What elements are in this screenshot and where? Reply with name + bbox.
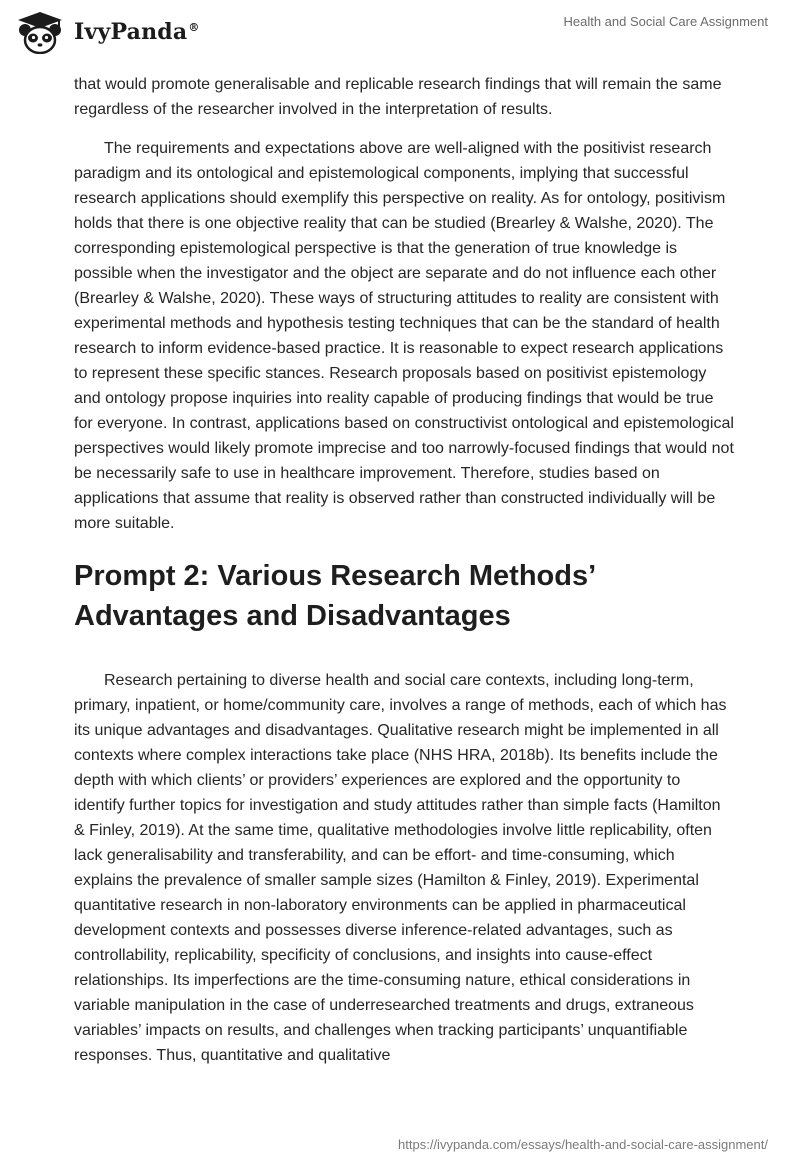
document-title: Health and Social Care Assignment <box>563 14 768 29</box>
paragraph-continuation: that would promote generalisable and replicable research findings that will remain the same regardless of the researcher involved in the interpretation of results. <box>74 76 722 118</box>
section-heading: Prompt 2: Various Research Methods’ Advantages and Disadvantages <box>74 560 595 632</box>
essay-content <box>74 72 734 1082</box>
paragraph-paradigm: The requirements and expectations above are well-aligned with the positivist research paradigm and its ontological and epistemological components, implying that successful research applications should exemplify this perspective on reality. As for ontology, positivism holds that there is one objective reality that can be studied (Brearley & Walshe, 2020). The corresponding epistemological perspective is that the generation of true knowledge is possible when the investigator and the object are separate and do not influence each other (Brearley & Walshe, 2020). These ways of structuring attitudes to reality are consistent with experimental methods and hypothesis testing techniques that can be the standard of health research to inform evidence-based practice. It is reasonable to expect research applications to represent these specific stances. Research proposals based on positivist epistemology and ontology propose inquiries into reality capable of producing findings that would be true for everyone. In contrast, applications based on constructivist ontological and epistemological perspectives would likely promote imprecise and too narrowly-focused findings that would not be necessarily safe to use in healthcare improvement. Therefore, studies based on applications that assume that reality is observed rather than constructed individually will be more suitable. <box>74 140 734 532</box>
paragraph-research-methods: Research pertaining to diverse health and social care contexts, including long-term, primary, inpatient, or home/community care, involves a range of methods, each of which has its unique advantages and disadvantages. Qualitative research might be implemented in all contexts where complex interactions take place (NHS HRA, 2018b). Its benefits include the depth with which clients’ or providers’ experiences are explored and the opportunity to identify further topics for investigation and study attitudes rather than simple facts (Hamilton & Finley, 2019). At the same time, qualitative methodologies involve little replicability, often lack generalisability and transferability, and can be effort- and time-consuming, which explains the prevalence of smaller sample sizes (Hamilton & Finley, 2019). Experimental quantitative research in non-laboratory environments can be applied in pharmaceutical development contexts and possesses diverse inference-related advantages, such as controllability, replicability, specificity of conclusions, and insights into cause-effect relationships. Its imperfections are the time-consuming nature, ethical considerations in variable manipulation in the case of underresearched treatments and drugs, extraneous variables’ impacts on results, and challenges when tracking participants’ unquantifiable responses. Thus, quantitative and qualitative <box>74 672 727 1064</box>
ivypanda-logo[interactable] <box>14 10 200 54</box>
page-header <box>0 0 800 64</box>
source-url[interactable]: https://ivypanda.com/essays/health-and-social-care-assignment/ <box>398 1137 768 1152</box>
panda-graduate-icon <box>14 10 66 54</box>
logo-text: IvyPanda® <box>74 19 200 45</box>
